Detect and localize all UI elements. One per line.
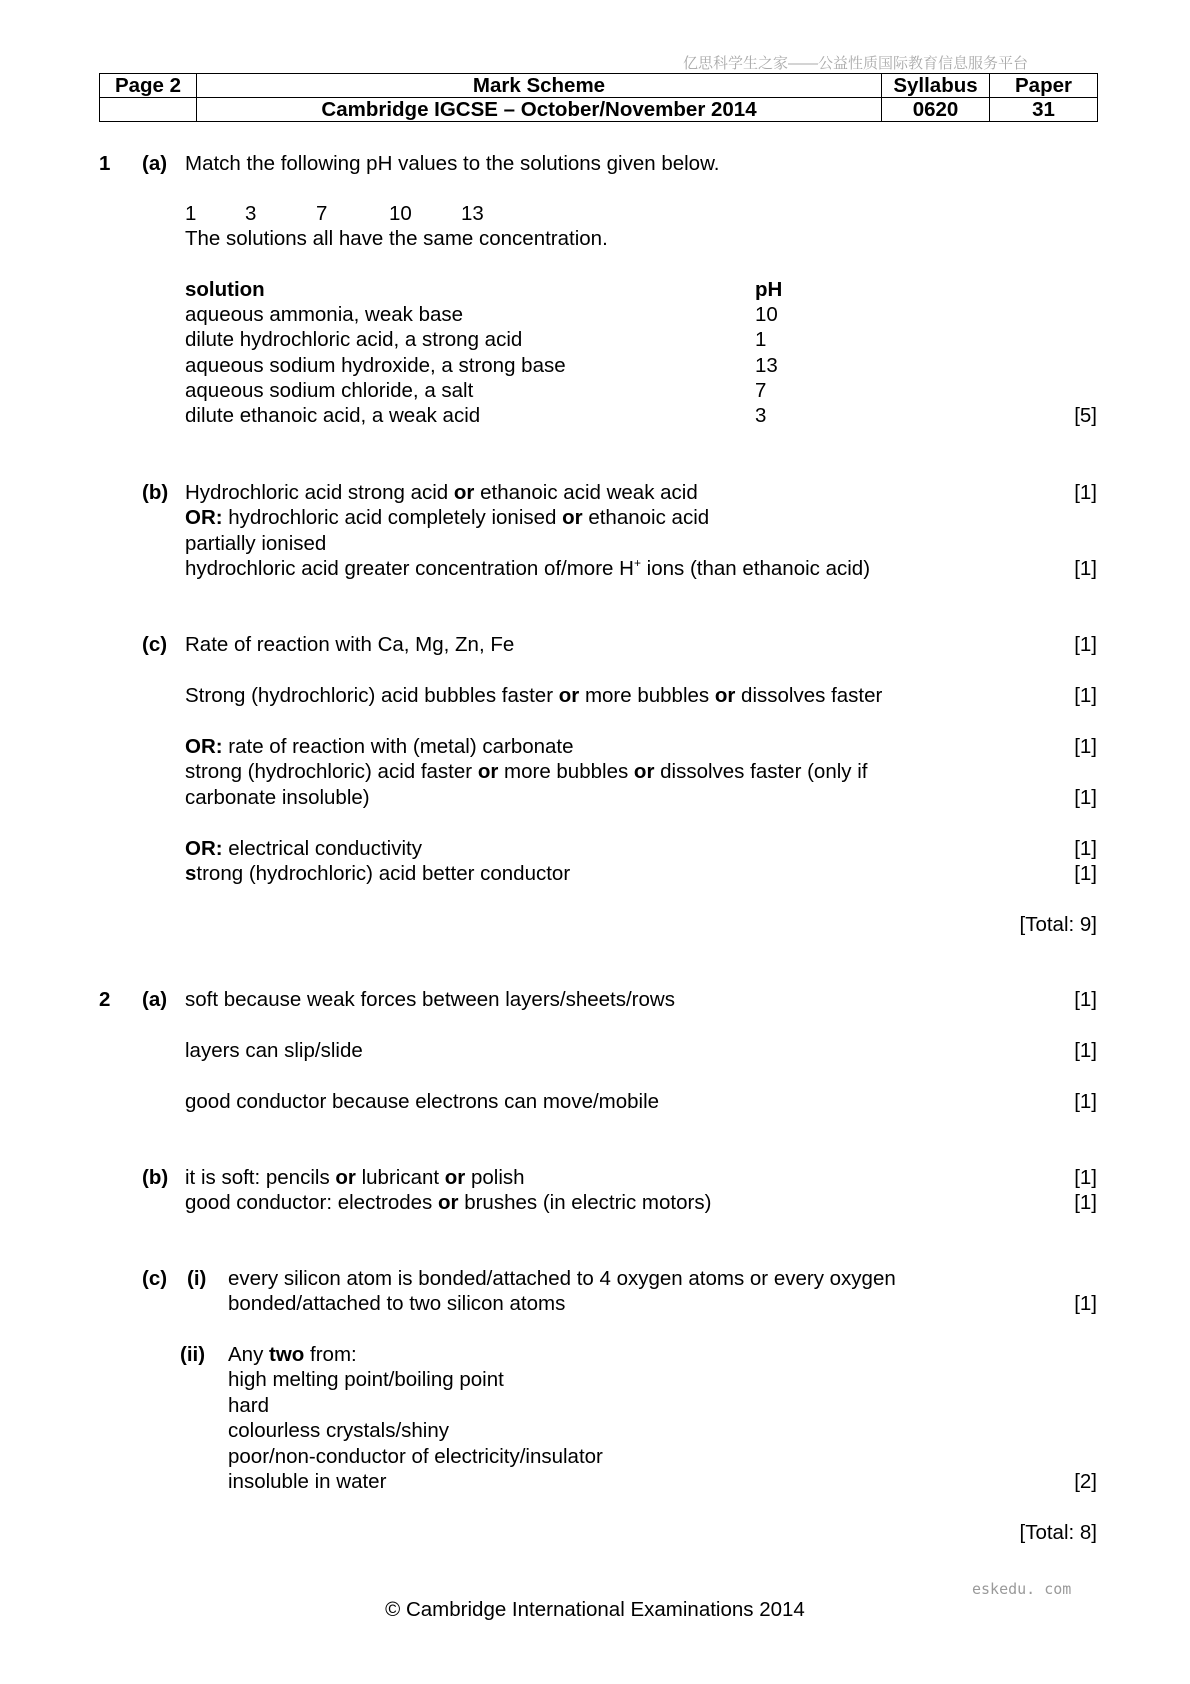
q1c-label: (c) [142, 633, 168, 656]
q1c-line1: Rate of reaction with Ca, Mg, Zn, Fe [185, 633, 515, 656]
mark: [1] [1074, 735, 1097, 758]
q2-total: [Total: 8] [1019, 1521, 1097, 1544]
q2cii-line1: Any two from: [228, 1343, 357, 1366]
mark: [1] [1074, 837, 1097, 860]
ph-value: 10 [389, 202, 412, 225]
ph-value: 13 [461, 202, 484, 225]
list-item: hard [228, 1394, 270, 1417]
mark: [1] [1074, 1039, 1097, 1062]
ph-value: 1 [185, 202, 197, 225]
watermark-top: 亿思科学生之家——公益性质国际教育信息服务平台 [683, 55, 1029, 72]
q1b-line2: OR: hydrochloric acid completely ionised or ethanoic acid [185, 506, 710, 529]
ph-value: 7 [316, 202, 328, 225]
mark: [1] [1074, 1166, 1097, 1189]
list-item: insoluble in water [228, 1470, 387, 1493]
mark: [1] [1074, 481, 1097, 504]
q1b-label: (b) [142, 481, 169, 504]
solution-name: dilute ethanoic acid, a weak acid [185, 404, 481, 427]
q1c-line3: OR: rate of reaction with (metal) carbonate [185, 735, 574, 758]
q2a-label: (a) [142, 988, 168, 1011]
solution-name: aqueous sodium hydroxide, a strong base [185, 354, 566, 377]
solution-name: aqueous ammonia, weak base [185, 303, 464, 326]
q2cii-label: (ii) [180, 1343, 206, 1366]
list-item: high melting point/boiling point [228, 1368, 504, 1391]
q2b-label: (b) [142, 1166, 169, 1189]
header-syllabus: 0620 [882, 98, 990, 122]
q1a-label: (a) [142, 152, 168, 175]
q1c-line2: Strong (hydrochloric) acid bubbles faster or more bubbles or dissolves faster [185, 684, 883, 707]
q2a-line1: soft because weak forces between layers/sheets/rows [185, 988, 675, 1011]
header-syllabus-label: Syllabus [882, 74, 990, 98]
solution-ph: 10 [755, 303, 778, 326]
mark: [1] [1074, 862, 1097, 885]
header-page: Page 2 [100, 74, 197, 98]
q2ci-label: (i) [187, 1267, 207, 1290]
solution-name: dilute hydrochloric acid, a strong acid [185, 328, 523, 351]
q1b-line3: partially ionised [185, 532, 327, 555]
q2c-label: (c) [142, 1267, 168, 1290]
header-title: Mark Scheme [197, 74, 882, 98]
mark: [2] [1074, 1470, 1097, 1493]
q2a-line2: layers can slip/slide [185, 1039, 363, 1062]
list-item: poor/non-conductor of electricity/insulator [228, 1445, 603, 1468]
q2b-line2: good conductor: electrodes or brushes (in electric motors) [185, 1191, 712, 1214]
mark: [1] [1074, 684, 1097, 707]
mark: [1] [1074, 557, 1097, 580]
header-table [99, 73, 1098, 122]
header-subtitle: Cambridge IGCSE – October/November 2014 [197, 98, 882, 122]
footer-copyright: © Cambridge International Examinations 2014 [385, 1598, 805, 1621]
mark: [1] [1074, 633, 1097, 656]
q1b-line4: hydrochloric acid greater concentration of/more H+ ions (than ethanoic acid) [185, 556, 871, 580]
q1-number: 1 [99, 152, 111, 175]
solution-ph: 7 [755, 379, 767, 402]
mark: [1] [1074, 786, 1097, 809]
solution-ph: 3 [755, 404, 767, 427]
mark: [1] [1074, 988, 1097, 1011]
col-ph: pH [755, 278, 783, 301]
q1a-prompt: Match the following pH values to the solutions given below. [185, 152, 720, 175]
q2a-line3: good conductor because electrons can move/mobile [185, 1090, 660, 1113]
mark: [1] [1074, 1090, 1097, 1113]
solution-name: aqueous sodium chloride, a salt [185, 379, 474, 402]
mark: [5] [1074, 404, 1097, 427]
q1b-line1: Hydrochloric acid strong acid or ethanoic acid weak acid [185, 481, 698, 504]
q2b-line1: it is soft: pencils or lubricant or polish [185, 1166, 525, 1189]
q1a-note: The solutions all have the same concentration. [185, 227, 608, 250]
list-item: colourless crystals/shiny [228, 1419, 450, 1442]
q1c-line5: carbonate insoluble) [185, 786, 370, 809]
col-solution: solution [185, 278, 265, 301]
q2ci-line2: bonded/attached to two silicon atoms [228, 1292, 566, 1315]
solution-ph: 1 [755, 328, 767, 351]
q1c-line7: strong (hydrochloric) acid better conductor [185, 862, 571, 885]
q2-number: 2 [99, 988, 111, 1011]
q1c-line6: OR: electrical conductivity [185, 837, 422, 860]
mark: [1] [1074, 1191, 1097, 1214]
watermark-bottom: eskedu. com [972, 1580, 1072, 1598]
solution-ph: 13 [755, 354, 778, 377]
header-paper: 31 [990, 98, 1098, 122]
header-blank [100, 98, 197, 122]
mark: [1] [1074, 1292, 1097, 1315]
header-paper-label: Paper [990, 74, 1098, 98]
q2ci-line1: every silicon atom is bonded/attached to 4 oxygen atoms or every oxygen [228, 1267, 896, 1290]
q1c-line4: strong (hydrochloric) acid faster or more bubbles or dissolves faster (only if [185, 760, 868, 783]
q1-total: [Total: 9] [1019, 913, 1097, 936]
ph-value: 3 [245, 202, 257, 225]
